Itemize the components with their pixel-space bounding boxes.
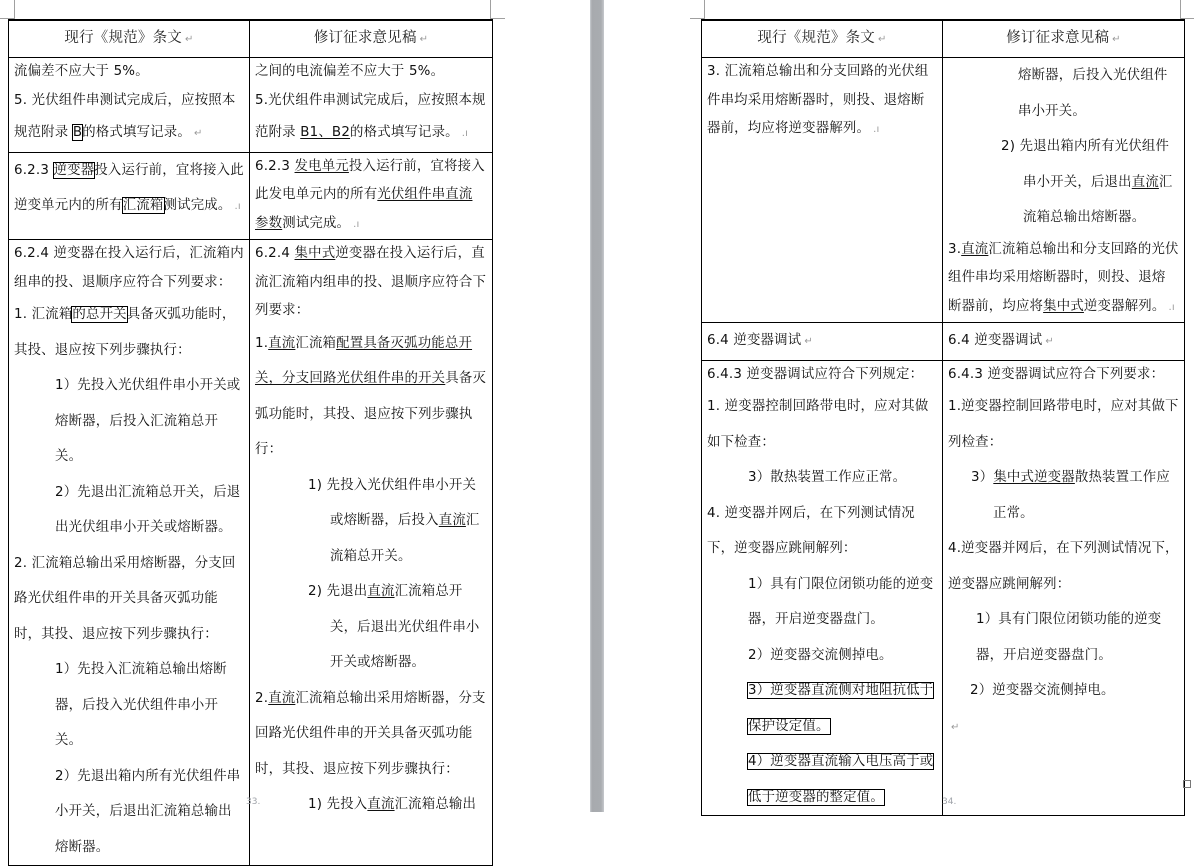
tracked-change-box: 4）逆变器直流输入电压高于或 <box>748 754 934 769</box>
comparison-table-right <box>701 19 1185 816</box>
cell-revision: 6.2.4 集中式逆变器在投入运行后，直流汇流箱内组串的投、退顺序应符合下列要求： 1.直流汇流箱配置具备灭弧功能总开关，分支回路光伏组件串的开关具备灭弧功能时，其投、退应按下列步骤执行： 1) 先投入光伏组件串小开关或熔断器，后投入直流汇流箱总开关。 2) 先退出直流汇流箱总开关，后退出光伏组件串小开关或熔断器。 2.直流汇流箱总输出采用熔断器，分支回路光伏组件串的开关具备灭弧功能时，其投、退应按下列步骤执行： 1) 先投入直流汇流箱总输出 <box>250 240 493 866</box>
tracked-change-box: 逆变器 <box>53 162 95 178</box>
comparison-table-left <box>8 19 493 866</box>
inserted-text: 配置具备灭弧功能总开关，分支回路光伏组件串的开关 <box>255 335 473 386</box>
tracked-change-box: 低于逆变器的整定值。 <box>748 789 884 805</box>
cell-current: 3. 汇流箱总输出和分支回路的光伏组件串均采用熔断器时，则投、退熔断器前，均应将逆变器解列。 .ı <box>702 58 943 323</box>
cell-current: 6.2.4 逆变器在投入运行后，汇流箱内组串的投、退顺序应符合下列要求： 1. 汇流箱的总开关具备灭弧功能时， 其投、退应按下列步骤执行： 1）先投入光伏组件串小开关或熔断器，后投入汇流箱总开关。 2）先退出汇流箱总开关，后退出光伏组串小开关或熔断器。 2. 汇流箱总输出采用熔断器，分支回路光伏组件串的开关具备灭弧功能时，其投、退应按下列步骤执行： 1）先投入汇流箱总输出熔断器，后投入光伏组件串小开关。 2）先退出箱内所有光伏组件串小开关，后退出汇流箱总输出熔断器。 <box>9 240 250 866</box>
table-row <box>9 240 493 866</box>
cell-revision: 6.4.3 逆变器调试应符合下列要求： 1.逆变器控制回路带电时，应对其做下列检查： 3）集中式逆变器散热装置工作应正常。 4.逆变器并网后，在下列测试情况下，逆变器应跳闸解列： 1）具有门限位闭锁功能的逆变器，开启逆变器盘门。 2）逆变器交流侧掉电。 ↵ <box>943 360 1185 816</box>
table-row <box>9 58 493 153</box>
tracked-change-box: 的总开关 <box>72 307 127 322</box>
tracked-change-box: 保护设定值。 <box>748 718 830 734</box>
header-current: 现行《规范》条文 ↵ <box>702 20 943 58</box>
table-row <box>9 152 493 240</box>
tracked-change-box: 汇流箱 <box>122 198 164 213</box>
header-revision: 修订征求意见稿 ↵ <box>250 20 493 58</box>
page-number: 33. <box>246 797 261 807</box>
page-34 <box>604 0 1194 812</box>
crop-mark <box>0 0 15 19</box>
section-row <box>702 323 1185 361</box>
page-number: 34. <box>942 797 957 807</box>
tracked-change-box: B <box>72 125 83 140</box>
inserted-text: 集中式 <box>294 246 336 261</box>
table-header-row <box>702 20 1185 58</box>
inserted-text: 光伏组件串直流 <box>377 187 473 202</box>
tracked-change-box: 3）逆变器直流侧对地阻抗低于 <box>748 683 934 698</box>
cell-revision: 6.2.3 发电单元投入运行前，宜将接入 此发电单元内的所有光伏组件串直流 参数测试完成。 .ı <box>250 152 493 240</box>
paragraph-mark: ↵ <box>185 34 194 45</box>
paragraph-mark: ↵ <box>419 34 429 45</box>
cell-revision: 之间的电流偏差不应大于 5%。 5.光伏组件串测试完成后，应按照本规 范附录 B1、B2的格式填写记录。 .ı <box>250 58 493 153</box>
resize-handle[interactable] <box>1183 780 1191 788</box>
page-33 <box>0 0 590 855</box>
cell-current: 6.2.3 逆变器投入运行前，宜将接入此 逆变单元内的所有汇流箱测试完成。 .ı <box>9 152 250 240</box>
table-header-row <box>9 20 493 58</box>
crop-mark <box>690 0 705 19</box>
section-current: 6.4 逆变器调试 ↵ <box>702 323 943 361</box>
crop-mark <box>1180 0 1194 19</box>
cell-revision: 熔断器，后投入光伏组件串小开关。 2) 先退出箱内所有光伏组件串小开关，后退出直流汇流箱总输出熔断器。 3.直流汇流箱总输出和分支回路的光伏组件串均采用熔断器时，则投、退熔断器前，均应将集中式逆变器解列。 .ı <box>943 58 1185 323</box>
section-revision: 6.4 逆变器调试 ↵ <box>943 323 1185 361</box>
cell-current: 流偏差不应大于 5%。 5. 光伏组件串测试完成后，应按照本 规范附录 B的格式填写记录。 ↵ <box>9 58 250 153</box>
inserted-text: 发电单元 <box>294 158 349 174</box>
page-gap-divider <box>590 0 604 812</box>
header-current: 现行《规范》条文 ↵ <box>9 20 250 58</box>
header-revision: 修订征求意见稿 ↵ <box>943 20 1185 58</box>
table-row <box>702 360 1185 816</box>
inserted-text: 参数 <box>255 215 283 231</box>
table-row <box>702 58 1185 323</box>
cell-current: 6.4.3 逆变器调试应符合下列规定： 1. 逆变器控制回路带电时，应对其做如下检查： 3）散热装置工作应正常。 4. 逆变器并网后，在下列测试情况下，逆变器应跳闸解列： 1）具有门限位闭锁功能的逆变器，开启逆变器盘门。 2）逆变器交流侧掉电。 3）逆变器直流侧对地阻抗低于 保护设定值。 4）逆变器直流输入电压高于或 低于逆变器的整定值。 <box>702 360 943 816</box>
crop-mark <box>490 0 505 19</box>
inserted-text: B1、B2 <box>300 125 351 140</box>
